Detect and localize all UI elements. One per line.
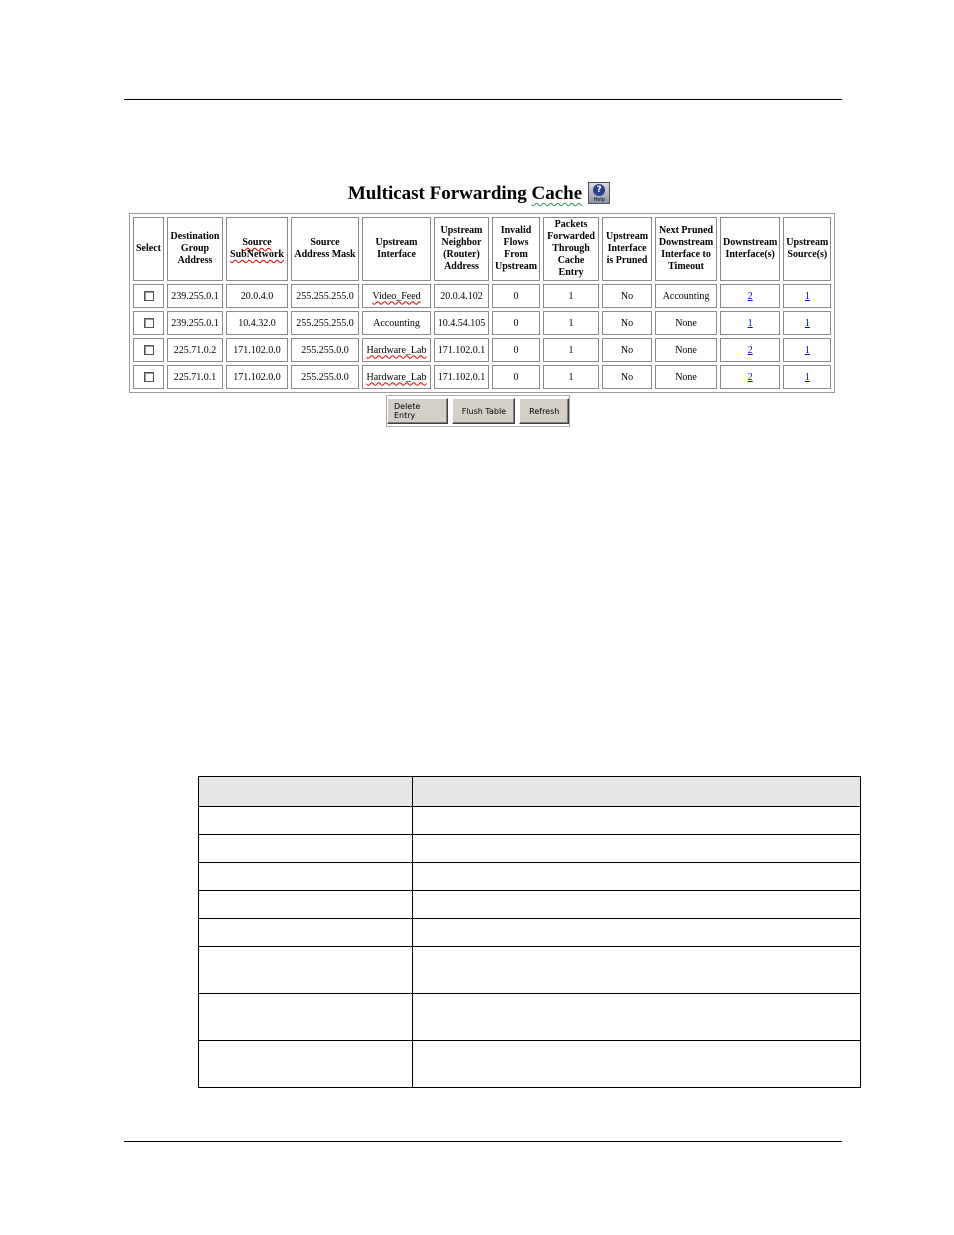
- upstream-sources-link[interactable]: 1: [804, 371, 810, 383]
- cell-next-pruned: None: [655, 311, 717, 335]
- cell-mask: 255.255.255.0: [291, 311, 359, 335]
- cell-pruned: No: [602, 365, 652, 389]
- table-row: [199, 947, 861, 994]
- cell-packets: 1: [543, 284, 599, 308]
- header-rule: [124, 99, 842, 100]
- description-header-cell: [413, 777, 861, 807]
- delete-entry-button[interactable]: Delete Entry: [387, 398, 448, 424]
- cell-invalid-flows: 0: [492, 284, 540, 308]
- description-header-cell: [199, 777, 413, 807]
- upstream-sources-link[interactable]: 1: [804, 290, 810, 302]
- cell-neighbor: 10.4.54.105: [434, 311, 489, 335]
- cell-mask: 255.255.255.0: [291, 284, 359, 308]
- downstream-interfaces-link[interactable]: 2: [747, 290, 753, 302]
- cell-next-pruned: Accounting: [655, 284, 717, 308]
- title-prefix: Multicast Forwarding: [347, 183, 532, 204]
- downstream-interfaces-link[interactable]: 1: [747, 317, 753, 329]
- cell-invalid-flows: 0: [492, 365, 540, 389]
- upstream-sources-link[interactable]: 1: [804, 344, 810, 356]
- cell-neighbor: 20.0.4.102: [434, 284, 489, 308]
- cell-next-pruned: None: [655, 338, 717, 362]
- cell-upstream-interface: Video_Feed: [362, 284, 431, 308]
- col-select: Select: [133, 217, 164, 281]
- cell-upstream-interface: Accounting: [362, 311, 431, 335]
- row-select-checkbox[interactable]: [144, 291, 154, 301]
- col-source-subnetwork: Source SubNetwork: [226, 217, 288, 281]
- cell-packets: 1: [543, 365, 599, 389]
- col-next-pruned-downstream: Next Pruned Downstream Interface to Timeout: [655, 217, 717, 281]
- table-row: [199, 919, 861, 947]
- downstream-interfaces-link[interactable]: 2: [747, 371, 753, 383]
- cell-mask: 255.255.0.0: [291, 338, 359, 362]
- row-select-checkbox[interactable]: [144, 372, 154, 382]
- table-row: [199, 1041, 861, 1088]
- cell-source-subnet: 171.102.0.0: [226, 365, 288, 389]
- table-row: [133, 338, 831, 362]
- col-upstream-sources: Upstream Source(s): [783, 217, 831, 281]
- col-packets-forwarded: Packets Forwarded Through Cache Entry: [543, 217, 599, 281]
- flush-table-button[interactable]: Flush Table: [452, 398, 515, 424]
- col-destination-group-address: Destination Group Address: [167, 217, 223, 281]
- footer-rule: [124, 1141, 842, 1142]
- action-button-bar: [386, 395, 570, 427]
- cell-source-subnet: 20.0.4.0: [226, 284, 288, 308]
- cell-neighbor: 171.102.0.1: [434, 338, 489, 362]
- table-row: [199, 891, 861, 919]
- cell-mask: 255.255.0.0: [291, 365, 359, 389]
- cell-pruned: No: [602, 284, 652, 308]
- table-row: [133, 284, 831, 308]
- cell-upstream-interface: Hardware_Lab: [362, 365, 431, 389]
- cell-next-pruned: None: [655, 365, 717, 389]
- table-row: [133, 311, 831, 335]
- cell-pruned: No: [602, 338, 652, 362]
- cell-neighbor: 171.102.0.1: [434, 365, 489, 389]
- cell-destination: 239.255.0.1: [167, 284, 223, 308]
- cell-destination: 225.71.0.1: [167, 365, 223, 389]
- col-upstream-pruned: Upstream Interface is Pruned: [602, 217, 652, 281]
- table-row: [199, 863, 861, 891]
- description-header-row: [199, 777, 861, 807]
- table-row: [199, 835, 861, 863]
- page-title: [130, 178, 828, 210]
- description-table: [198, 776, 861, 1088]
- cell-invalid-flows: 0: [492, 338, 540, 362]
- cell-source-subnet: 171.102.0.0: [226, 338, 288, 362]
- col-downstream-interfaces: Downstream Interface(s): [720, 217, 780, 281]
- title-cache-word: Cache: [531, 183, 583, 204]
- cell-source-subnet: 10.4.32.0: [226, 311, 288, 335]
- table-row: [199, 807, 861, 835]
- col-invalid-flows: Invalid Flows From Upstream: [492, 217, 540, 281]
- row-select-checkbox[interactable]: [144, 345, 154, 355]
- cell-packets: 1: [543, 311, 599, 335]
- col-upstream-interface: Upstream Interface: [362, 217, 431, 281]
- cell-invalid-flows: 0: [492, 311, 540, 335]
- table-header-row: [133, 217, 831, 281]
- col-source-address-mask: Source Address Mask: [291, 217, 359, 281]
- multicast-forwarding-cache-table: [129, 213, 835, 393]
- row-select-checkbox[interactable]: [144, 318, 154, 328]
- table-row: [133, 365, 831, 389]
- col-upstream-neighbor: Upstream Neighbor (Router) Address: [434, 217, 489, 281]
- downstream-interfaces-link[interactable]: 2: [747, 344, 753, 356]
- help-icon[interactable]: ? Help: [588, 182, 610, 204]
- refresh-button[interactable]: Refresh: [519, 398, 569, 424]
- cell-destination: 239.255.0.1: [167, 311, 223, 335]
- cell-destination: 225.71.0.2: [167, 338, 223, 362]
- cell-packets: 1: [543, 338, 599, 362]
- help-label: Help: [593, 197, 605, 203]
- cell-pruned: No: [602, 311, 652, 335]
- upstream-sources-link[interactable]: 1: [804, 317, 810, 329]
- cell-upstream-interface: Hardware_Lab: [362, 338, 431, 362]
- table-row: [199, 994, 861, 1041]
